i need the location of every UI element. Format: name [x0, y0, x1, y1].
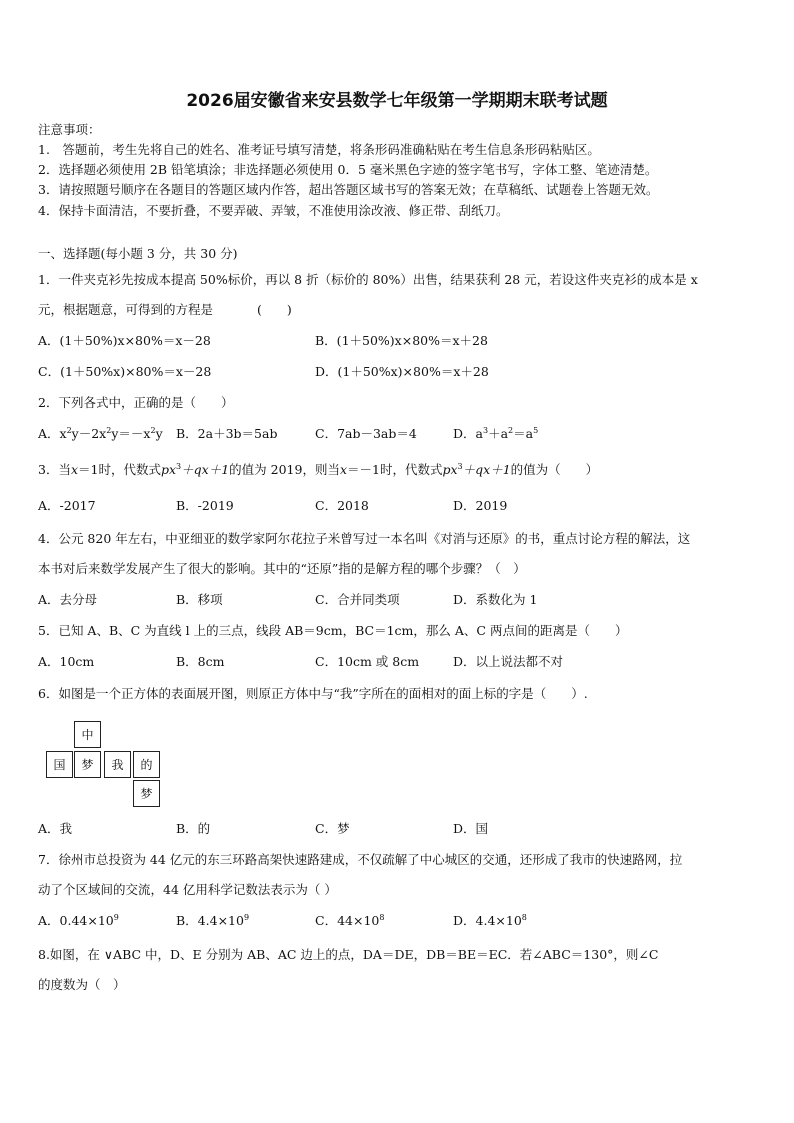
net-cell-meng-1: 梦: [74, 751, 101, 778]
q5-option-c: C．10cm 或 8cm: [315, 654, 420, 669]
q4-option-c: C．合并同类项: [315, 592, 400, 607]
q7-option-d: D．$4.4\times 10^8$: [453, 912, 527, 928]
q5-option-a: A．10cm: [38, 654, 95, 669]
q6-option-c: C．梦: [315, 821, 350, 836]
q8-stem-line2: 的度数为（ ）: [38, 977, 126, 992]
q6-option-d: D．国: [453, 821, 489, 836]
q1-option-d: D．(1＋50%x)×80%＝x＋28: [315, 364, 489, 379]
note-item-2: 2．选择题必须使用 2B 铅笔填涂；非选择题必须使用 0．5 毫米黑色字迹的签字笔书写，字体工整、笔迹清楚。: [38, 162, 658, 177]
q7-option-b: B．$4.4\times 10^9$: [176, 912, 250, 928]
q1-option-c: C．(1＋50%x)×80%＝x－28: [38, 364, 212, 379]
q1-stem-line2: [38, 301, 763, 319]
q4-stem-line1: 4．公元 820 年左右，中亚细亚的数学家阿尔花拉子米曾写过一本名叫《对消与还原》的书，重点讨论方程的解法，这: [38, 531, 691, 546]
q1-answer-paren: ( ): [257, 302, 292, 317]
q4-option-a: A．去分母: [38, 592, 98, 607]
net-cell-de: 的: [133, 751, 160, 778]
q1-option-b: B．(1＋50%)x×80%＝x＋28: [315, 333, 488, 348]
q1-option-a: A．(1＋50%)x×80%＝x－28: [38, 333, 211, 348]
q4-option-d: D．系数化为 1: [453, 592, 538, 607]
q2-option-c: C．7ab－3ab＝4: [315, 426, 417, 441]
q4-option-b: B．移项: [176, 592, 223, 607]
q2-option-d: D．$a^3+a^2=a^5$: [453, 425, 539, 441]
q2-stem: 2．下列各式中，正确的是（ ）: [38, 395, 234, 410]
note-item-3: 3．请按照题号顺序在各题目的答题区域内作答，超出答题区域书写的答案无效；在草稿纸、试题卷上答题无效。: [38, 182, 659, 197]
section-heading: 一、选择题(每小题 3 分，共 30 分): [38, 246, 238, 261]
net-cell-wo: 我: [104, 751, 131, 778]
net-cell-zhong: 中: [74, 721, 101, 748]
q6-option-b: B．的: [176, 821, 211, 836]
net-cell-meng-2: 梦: [133, 780, 160, 807]
net-cell-guo: 国: [46, 751, 73, 778]
q4-stem-line2: 本书对后来数学发展产生了很大的影响。其中的“还原”指的是解方程的哪个步骤？（ ）: [38, 561, 526, 576]
cube-net-figure: [44, 721, 164, 807]
q6-stem: 6．如图是一个正方体的表面展开图，则原正方体中与“我”字所在的面相对的面上标的字是（ ）.: [38, 686, 588, 701]
notes-heading: 注意事项：: [38, 122, 101, 137]
q7-option-c: C．$44\times 10^8$: [315, 912, 385, 928]
q3-option-b: B．-2019: [176, 498, 234, 513]
q5-stem: 5．已知 A、B、C 为直线 l 上的三点，线段 AB＝9cm，BC＝1cm，那么 A、C 两点间的距离是（ ）: [38, 623, 628, 638]
q3-option-a: A．-2017: [38, 498, 96, 513]
q7-stem-line2: 动了个区域间的交流，44 亿用科学记数法表示为（ ）: [38, 882, 337, 897]
page-title: 2026届安徽省来安县数学七年级第一学期期末联考试题: [186, 91, 608, 111]
q6-option-a: A．我: [38, 821, 73, 836]
q2-option-a: A．$x^2y-2x^2y=-x^2y$: [38, 425, 163, 441]
q1-stem-text: 元，根据题意，可得到的方程是: [38, 302, 214, 317]
q7-option-a: A．$0.44\times 10^9$: [38, 912, 119, 928]
q7-stem-line1: 7．徐州市总投资为 44 亿元的东三环路高架快速路建成，不仅疏解了中心城区的交通，还形成了我市的快速路网，拉: [38, 852, 683, 867]
q1-stem-line1: 1．一件夹克衫先按成本提高 50%标价，再以 8 折（标价的 80%）出售，结果获利 28 元，若设这件夹克衫的成本是 x: [38, 272, 698, 287]
q8-stem-line1: 8.如图，在 ∨ABC 中，D、E 分别为 AB、AC 边上的点，DA＝DE，DB＝BE＝EC．若∠ABC＝130°，则∠C: [38, 947, 659, 962]
q5-option-b: B．8cm: [176, 654, 225, 669]
q5-option-d: D．以上说法都不对: [453, 654, 564, 669]
q3-stem: 3．当x＝1时，代数式$px^3+qx+1$的值为 2019，则当x＝－1时，代数式$px^3+qx+1$的值为（ ）: [38, 461, 599, 477]
note-item-4: 4．保持卡面清洁，不要折叠，不要弄破、弄皱，不准使用涂改液、修正带、刮纸刀。: [38, 203, 509, 218]
q2-option-b: B．2a＋3b＝5ab: [176, 426, 278, 441]
q3-option-c: C．2018: [315, 498, 369, 513]
q3-option-d: D．2019: [453, 498, 508, 513]
note-item-1: 1. 答题前，考生先将自己的姓名、准考证号填写清楚，将条形码准确粘贴在考生信息条形码粘贴区。: [38, 142, 600, 157]
